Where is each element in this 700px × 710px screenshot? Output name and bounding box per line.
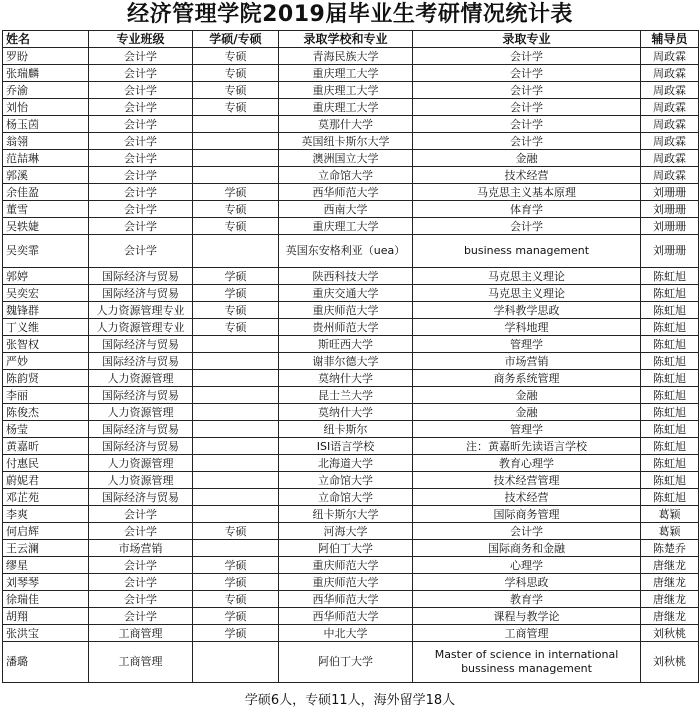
cell-degree-type [193,235,279,268]
cell-student-name: 徐瑞佳 [3,591,89,608]
cell-degree-type: 专硕 [193,302,279,319]
cell-student-name: 丁义维 [3,319,89,336]
cell-degree-type: 专硕 [193,201,279,218]
table-row [3,472,699,489]
table-row [3,99,699,116]
cell-student-name: 范喆琳 [3,150,89,167]
table-row [3,489,699,506]
cell-admitted-major: 技术经营 [413,167,641,184]
cell-major-class: 会计学 [89,48,193,65]
cell-degree-type [193,642,279,683]
cell-admitted-school: 莫纳什大学 [279,370,413,387]
cell-student-name: 翁翎 [3,133,89,150]
table-row [3,421,699,438]
table-row [3,150,699,167]
cell-counselor: 陈虹旭 [641,302,699,319]
cell-admitted-major: 马克思主义理论 [413,268,641,285]
cell-major-class: 会计学 [89,506,193,523]
cell-degree-type: 学硕 [193,268,279,285]
cell-admitted-major: 会计学 [413,82,641,99]
cell-counselor: 刘珊珊 [641,184,699,201]
cell-degree-type: 学硕 [193,285,279,302]
cell-student-name: 乔渝 [3,82,89,99]
cell-admitted-school: 重庆理工大学 [279,99,413,116]
cell-counselor: 唐继龙 [641,557,699,574]
cell-counselor: 刘珊珊 [641,218,699,235]
cell-counselor: 刘秋桃 [641,642,699,683]
cell-degree-type [193,438,279,455]
table-row [3,285,699,302]
table-row [3,506,699,523]
cell-student-name: 付惠民 [3,455,89,472]
cell-major-class: 会计学 [89,133,193,150]
cell-admitted-major: 马克思主义基本原理 [413,184,641,201]
cell-counselor: 周政霖 [641,150,699,167]
cell-degree-type [193,506,279,523]
cell-admitted-school: 重庆交通大学 [279,285,413,302]
cell-admitted-major: 课程与教学论 [413,608,641,625]
cell-major-class: 会计学 [89,201,193,218]
table-row [3,353,699,370]
cell-counselor: 周政霖 [641,133,699,150]
table-row [3,540,699,557]
cell-degree-type [193,167,279,184]
header-counselor: 辅导员 [641,31,699,48]
cell-student-name: 张智权 [3,336,89,353]
cell-degree-type [193,540,279,557]
cell-admitted-school: 北海道大学 [279,455,413,472]
cell-admitted-major: Master of science in international bussiness management [413,642,641,683]
cell-counselor: 陈楚乔 [641,540,699,557]
cell-admitted-school: 英国纽卡斯尔大学 [279,133,413,150]
cell-degree-type [193,133,279,150]
cell-degree-type: 学硕 [193,557,279,574]
cell-major-class: 会计学 [89,184,193,201]
table-row [3,82,699,99]
cell-admitted-major: 学科地理 [413,319,641,336]
cell-degree-type [193,116,279,133]
cell-degree-type [193,472,279,489]
cell-student-name: 蔚妮君 [3,472,89,489]
cell-admitted-school: 立命馆大学 [279,489,413,506]
cell-admitted-school: 重庆理工大学 [279,65,413,82]
cell-major-class: 会计学 [89,150,193,167]
cell-counselor: 唐继龙 [641,574,699,591]
cell-admitted-major: 国际商务管理 [413,506,641,523]
table-row [3,608,699,625]
cell-major-class: 国际经济与贸易 [89,353,193,370]
cell-degree-type: 学硕 [193,184,279,201]
table-row [3,336,699,353]
cell-admitted-major: 会计学 [413,523,641,540]
cell-admitted-major: 会计学 [413,133,641,150]
cell-admitted-school: 阿伯丁大学 [279,540,413,557]
table-row [3,574,699,591]
cell-counselor: 周政霖 [641,116,699,133]
cell-admitted-major: 学科教学思政 [413,302,641,319]
cell-major-class: 国际经济与贸易 [89,336,193,353]
cell-admitted-major: 管理学 [413,421,641,438]
cell-admitted-school: 立命馆大学 [279,472,413,489]
cell-admitted-school: 纽卡斯尔大学 [279,506,413,523]
table-row [3,201,699,218]
cell-admitted-major: 技术经营管理 [413,472,641,489]
table-row [3,268,699,285]
cell-student-name: 严妙 [3,353,89,370]
cell-admitted-major: 金融 [413,404,641,421]
cell-major-class: 会计学 [89,167,193,184]
table-row [3,48,699,65]
cell-degree-type [193,370,279,387]
cell-admitted-major: 技术经营 [413,489,641,506]
header-name: 姓名 [3,31,89,48]
cell-admitted-major: 管理学 [413,336,641,353]
cell-counselor: 唐继龙 [641,591,699,608]
cell-major-class: 会计学 [89,99,193,116]
table-row [3,642,699,683]
cell-student-name: 吴奕霏 [3,235,89,268]
table-row [3,235,699,268]
table-row [3,455,699,472]
admission-table [2,30,699,683]
cell-major-class: 会计学 [89,591,193,608]
cell-counselor: 刘珊珊 [641,201,699,218]
cell-admitted-school: 重庆理工大学 [279,82,413,99]
cell-admitted-school: 昆士兰大学 [279,387,413,404]
cell-counselor: 陈虹旭 [641,404,699,421]
cell-student-name: 胡翔 [3,608,89,625]
cell-admitted-major: 心理学 [413,557,641,574]
cell-admitted-major: 学科思政 [413,574,641,591]
table-row [3,218,699,235]
cell-major-class: 国际经济与贸易 [89,285,193,302]
cell-admitted-major: 会计学 [413,48,641,65]
table-row [3,438,699,455]
cell-degree-type [193,404,279,421]
cell-admitted-major: 会计学 [413,65,641,82]
cell-admitted-school: 澳洲国立大学 [279,150,413,167]
cell-major-class: 会计学 [89,218,193,235]
cell-major-class: 会计学 [89,608,193,625]
table-row [3,404,699,421]
table-row [3,302,699,319]
cell-admitted-school: 青海民族大学 [279,48,413,65]
cell-student-name: 刘怡 [3,99,89,116]
cell-counselor: 陈虹旭 [641,489,699,506]
cell-counselor: 陈虹旭 [641,421,699,438]
cell-major-class: 国际经济与贸易 [89,421,193,438]
cell-student-name: 董雪 [3,201,89,218]
cell-student-name: 杨玉茵 [3,116,89,133]
cell-admitted-major: 市场营销 [413,353,641,370]
cell-admitted-major: 会计学 [413,99,641,116]
cell-counselor: 陈虹旭 [641,336,699,353]
cell-degree-type: 专硕 [193,82,279,99]
cell-degree-type: 学硕 [193,574,279,591]
cell-admitted-major: 教育心理学 [413,455,641,472]
cell-counselor: 陈虹旭 [641,370,699,387]
cell-degree-type: 专硕 [193,319,279,336]
cell-major-class: 会计学 [89,557,193,574]
cell-student-name: 魏锋群 [3,302,89,319]
cell-student-name: 缪星 [3,557,89,574]
cell-student-name: 潘璐 [3,642,89,683]
cell-counselor: 周政霖 [641,82,699,99]
cell-counselor: 葛颖 [641,506,699,523]
header-major-class: 专业班级 [89,31,193,48]
cell-admitted-major: business management [413,235,641,268]
table-row [3,370,699,387]
cell-admitted-major: 国际商务和金融 [413,540,641,557]
cell-admitted-major: 商务系统管理 [413,370,641,387]
cell-admitted-major: 会计学 [413,218,641,235]
cell-student-name: 陈俊杰 [3,404,89,421]
cell-admitted-major: 工商管理 [413,625,641,642]
cell-major-class: 会计学 [89,65,193,82]
cell-student-name: 罗盼 [3,48,89,65]
cell-admitted-school: 莫纳什大学 [279,404,413,421]
cell-degree-type [193,387,279,404]
cell-counselor: 陈虹旭 [641,472,699,489]
cell-student-name: 邓芷苑 [3,489,89,506]
cell-admitted-school: 莫那什大学 [279,116,413,133]
cell-degree-type: 专硕 [193,48,279,65]
cell-degree-type [193,150,279,167]
table-row [3,387,699,404]
cell-major-class: 人力资源管理 [89,472,193,489]
table-row [3,65,699,82]
cell-student-name: 张洪宝 [3,625,89,642]
table-row [3,116,699,133]
cell-admitted-school: 河海大学 [279,523,413,540]
cell-student-name: 张瑞麟 [3,65,89,82]
cell-student-name: 黄嘉昕 [3,438,89,455]
cell-major-class: 会计学 [89,574,193,591]
cell-student-name: 刘琴琴 [3,574,89,591]
cell-major-class: 人力资源管理 [89,455,193,472]
cell-degree-type: 学硕 [193,608,279,625]
summary-footer: 学硕6人，专硕11人，海外留学18人 [244,693,456,708]
cell-degree-type [193,336,279,353]
cell-student-name: 陈韵贤 [3,370,89,387]
table-header-row [3,31,699,48]
cell-counselor: 周政霖 [641,65,699,82]
cell-counselor: 陈虹旭 [641,285,699,302]
cell-counselor: 周政霖 [641,48,699,65]
table-row [3,319,699,336]
cell-degree-type [193,353,279,370]
cell-admitted-school: 英国东安格利亚（uea） [279,235,413,268]
header-admitted-school: 录取学校和专业 [279,31,413,48]
cell-admitted-major: 会计学 [413,116,641,133]
cell-student-name: 李爽 [3,506,89,523]
cell-major-class: 国际经济与贸易 [89,489,193,506]
table-row [3,591,699,608]
cell-admitted-major: 体育学 [413,201,641,218]
cell-major-class: 国际经济与贸易 [89,438,193,455]
cell-admitted-school: 西华师范大学 [279,184,413,201]
cell-counselor: 陈虹旭 [641,455,699,472]
cell-counselor: 周政霖 [641,167,699,184]
cell-student-name: 吴奕宏 [3,285,89,302]
cell-admitted-school: 斯旺西大学 [279,336,413,353]
cell-major-class: 人力资源管理专业 [89,319,193,336]
cell-degree-type: 专硕 [193,65,279,82]
cell-degree-type [193,489,279,506]
cell-student-name: 郭溪 [3,167,89,184]
sheet-title: 经济管理学院2019届毕业生考研情况统计表 [127,2,573,27]
cell-admitted-school: 贵州师范大学 [279,319,413,336]
cell-major-class: 会计学 [89,82,193,99]
cell-degree-type [193,455,279,472]
cell-admitted-school: 重庆师范大学 [279,302,413,319]
cell-major-class: 工商管理 [89,642,193,683]
cell-admitted-school: 西华师范大学 [279,591,413,608]
cell-admitted-school: 西华师范大学 [279,608,413,625]
cell-major-class: 人力资源管理专业 [89,302,193,319]
cell-student-name: 郭婷 [3,268,89,285]
table-row [3,625,699,642]
cell-admitted-school: 重庆师范大学 [279,574,413,591]
cell-counselor: 陈虹旭 [641,438,699,455]
cell-major-class: 人力资源管理 [89,404,193,421]
cell-admitted-school: 中北大学 [279,625,413,642]
cell-admitted-major: 金融 [413,150,641,167]
cell-admitted-school: 立命馆大学 [279,167,413,184]
cell-student-name: 余佳盈 [3,184,89,201]
cell-admitted-major: 注：黄嘉昕先读语言学校 [413,438,641,455]
cell-admitted-major: 教育学 [413,591,641,608]
cell-degree-type: 专硕 [193,99,279,116]
cell-counselor: 刘秋桃 [641,625,699,642]
cell-counselor: 陈虹旭 [641,387,699,404]
cell-major-class: 工商管理 [89,625,193,642]
cell-degree-type: 专硕 [193,218,279,235]
cell-admitted-school: 谢菲尔德大学 [279,353,413,370]
cell-major-class: 会计学 [89,523,193,540]
table-row [3,523,699,540]
table-row [3,184,699,201]
cell-counselor: 陈虹旭 [641,319,699,336]
table-body [3,31,699,683]
cell-counselor: 唐继龙 [641,608,699,625]
cell-admitted-school: ISI语言学校 [279,438,413,455]
cell-major-class: 会计学 [89,116,193,133]
table-row [3,557,699,574]
header-admitted-major: 录取专业 [413,31,641,48]
table-row [3,133,699,150]
cell-counselor: 周政霖 [641,99,699,116]
cell-student-name: 王云澜 [3,540,89,557]
cell-admitted-school: 重庆师范大学 [279,557,413,574]
cell-admitted-school: 阿伯丁大学 [279,642,413,683]
cell-student-name: 吴轶婕 [3,218,89,235]
cell-student-name: 杨莹 [3,421,89,438]
cell-counselor: 陈虹旭 [641,353,699,370]
table-row [3,167,699,184]
cell-major-class: 国际经济与贸易 [89,268,193,285]
cell-counselor: 葛颖 [641,523,699,540]
cell-major-class: 会计学 [89,235,193,268]
cell-degree-type: 专硕 [193,591,279,608]
cell-major-class: 人力资源管理 [89,370,193,387]
cell-major-class: 国际经济与贸易 [89,387,193,404]
cell-major-class: 市场营销 [89,540,193,557]
cell-student-name: 何启辉 [3,523,89,540]
cell-student-name: 李丽 [3,387,89,404]
cell-admitted-school: 纽卡斯尔 [279,421,413,438]
header-degree-type: 学硕/专硕 [193,31,279,48]
cell-admitted-major: 金融 [413,387,641,404]
cell-admitted-school: 重庆理工大学 [279,218,413,235]
cell-degree-type: 学硕 [193,625,279,642]
cell-admitted-school: 陕西科技大学 [279,268,413,285]
cell-counselor: 陈虹旭 [641,268,699,285]
cell-degree-type [193,421,279,438]
cell-counselor: 刘珊珊 [641,235,699,268]
cell-admitted-major: 马克思主义理论 [413,285,641,302]
cell-admitted-school: 西南大学 [279,201,413,218]
cell-degree-type: 专硕 [193,523,279,540]
